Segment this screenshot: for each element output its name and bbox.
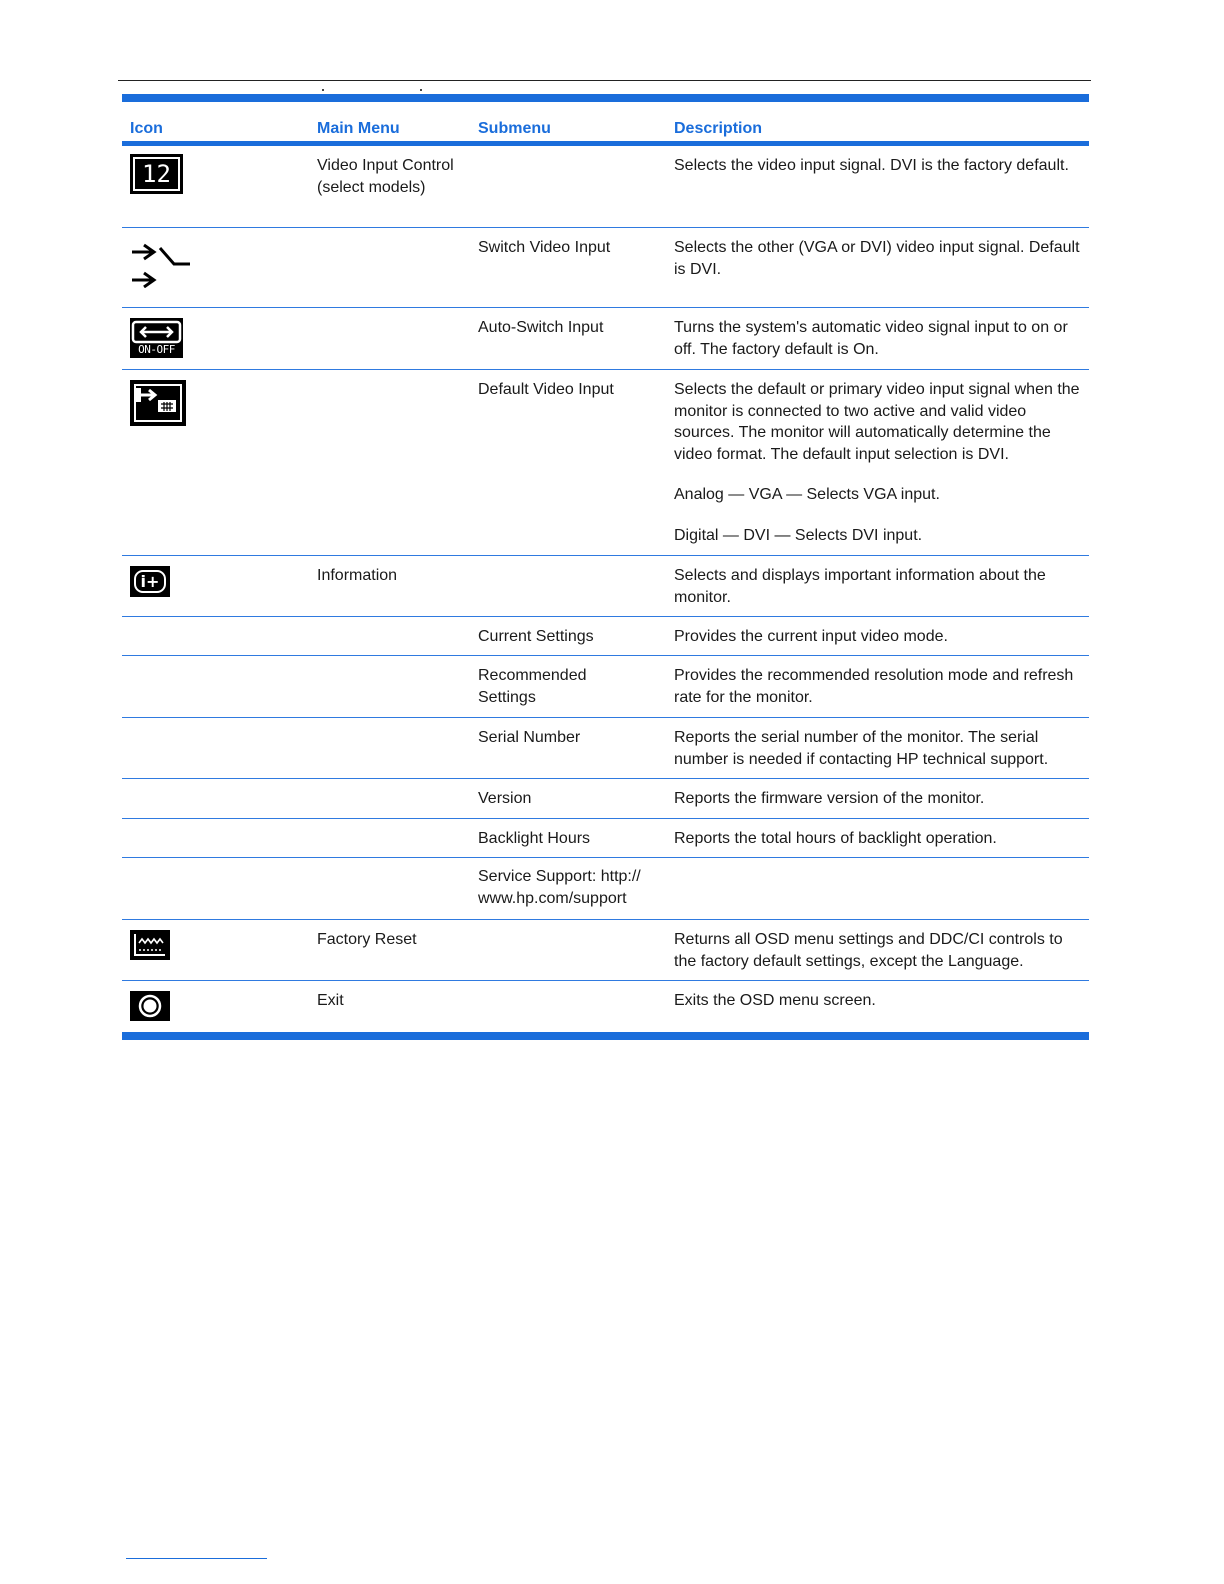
table-row	[122, 858, 1089, 920]
main-menu-cell: Exit	[317, 992, 344, 1009]
auto-switch-input-icon	[130, 318, 183, 358]
description-text: Reports the serial number of the monitor. The serial number is needed if contacting HP technical support.	[674, 729, 1049, 768]
description-cell	[674, 237, 1086, 280]
table-row	[122, 920, 1089, 981]
header-icon: Icon	[130, 120, 163, 137]
submenu-cell: Version	[478, 790, 532, 807]
default-video-input-icon	[130, 380, 186, 426]
description-cell	[674, 155, 1086, 177]
table-row	[122, 718, 1089, 779]
submenu-cell: Auto-Switch Input	[478, 319, 604, 336]
description-text: Digital — DVI — Selects DVI input.	[674, 526, 923, 544]
description-cell	[674, 828, 1086, 850]
description-text: Analog — VGA — Selects VGA input.	[674, 486, 940, 503]
submenu-cell: Current Settings	[478, 628, 594, 645]
switch-video-input-icon	[130, 238, 194, 295]
table-top-bar	[122, 94, 1089, 102]
main-menu-cell: Factory Reset	[317, 931, 417, 948]
header-main-menu: Main Menu	[317, 120, 400, 137]
description-cell	[674, 317, 1086, 360]
table-row	[122, 370, 1089, 556]
description-cell	[674, 565, 1086, 608]
description-text: Turns the system's automatic video signal input to on or off. The factory default is On.	[674, 319, 1068, 358]
table-row	[122, 617, 1089, 656]
table-row	[122, 146, 1089, 228]
header-submenu: Submenu	[478, 120, 551, 137]
table-row	[122, 656, 1089, 718]
main-menu-cell: Information	[317, 567, 398, 584]
table-row	[122, 228, 1089, 308]
osd-menu-table	[122, 94, 1089, 1040]
table-row	[122, 779, 1089, 819]
table-header-row	[122, 102, 1089, 141]
description-cell	[674, 929, 1086, 972]
top-rule	[118, 80, 1091, 81]
description-text: Selects the other (VGA or DVI) video input signal. Default is DVI.	[674, 239, 1080, 278]
description-cell	[674, 990, 1086, 1012]
table-bottom-bar	[122, 1032, 1089, 1040]
rule-tick	[322, 89, 324, 91]
rule-tick	[420, 89, 422, 91]
footer-rule	[126, 1558, 267, 1559]
main-menu-cell: Video Input Control (select models)	[317, 157, 454, 196]
description-cell	[674, 626, 1086, 648]
exit-icon	[130, 991, 170, 1021]
description-cell	[674, 788, 1086, 810]
submenu-cell: Service Support: http:// www.hp.com/support	[478, 868, 641, 907]
description-text: Returns all OSD menu settings and DDC/CI controls to the factory default settings, except the Language.	[674, 931, 1063, 970]
description-text: Exits the OSD menu screen.	[674, 992, 876, 1009]
description-cell	[674, 727, 1086, 770]
description-text: Reports the total hours of backlight operation.	[674, 830, 997, 847]
submenu-cell: Serial Number	[478, 729, 581, 746]
table-row	[122, 556, 1089, 617]
table-row	[122, 819, 1089, 858]
icon-label: 12	[133, 157, 180, 191]
submenu-cell: Default Video Input	[478, 381, 614, 398]
factory-reset-icon	[130, 930, 170, 960]
submenu-cell: Backlight Hours	[478, 830, 591, 847]
table-row	[122, 981, 1089, 1032]
submenu-cell: Switch Video Input	[478, 239, 611, 256]
table-row	[122, 308, 1089, 370]
description-text: Provides the recommended resolution mode and refresh rate for the monitor.	[674, 667, 1074, 706]
description-text: Reports the firmware version of the monitor.	[674, 790, 985, 807]
information-icon	[130, 566, 170, 597]
description-cell	[674, 665, 1086, 708]
description-text: Selects the default or primary video input signal when the monitor is connected to two active and valid video sources. The monitor will automatically determine the video format. The default input selection is DVI.	[674, 381, 1080, 463]
header-description: Description	[674, 120, 763, 137]
submenu-cell: Recommended Settings	[478, 667, 587, 706]
video-input-control-icon	[130, 154, 183, 194]
description-text: Provides the current input video mode.	[674, 628, 948, 645]
description-text: Selects and displays important information about the monitor.	[674, 567, 1046, 606]
icon-label: ON-OFF	[138, 343, 175, 356]
description-text: Selects the video input signal. DVI is the factory default.	[674, 157, 1069, 174]
description-cell	[674, 379, 1086, 546]
icon-label: i+	[134, 570, 166, 593]
